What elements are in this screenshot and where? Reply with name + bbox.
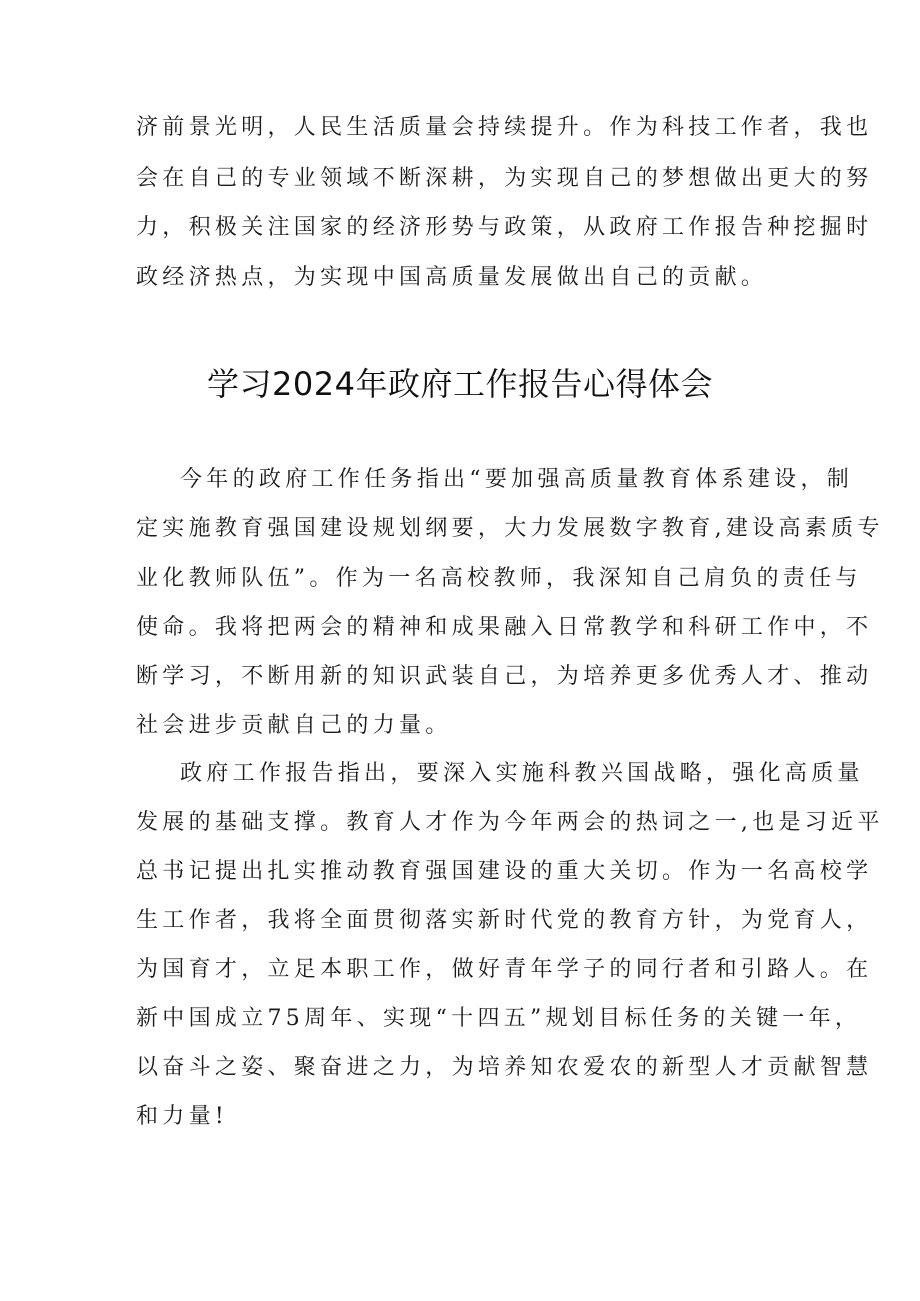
text-line: 业化教师队伍”。作为一名高校教师，我深知自己肩负的责任与 [136, 566, 862, 591]
text-line: 定实施教育强国建设规划纲要，大力发展数字教育,建设高素质专 [136, 516, 884, 541]
text-line: 发展的基础支撑。教育人才作为今年两会的热词之一,也是习近平 [136, 810, 884, 835]
text-line: 总书记提出扎实推动教育强国建设的重大关切。作为一名高校学 [136, 859, 873, 884]
text-line: 断学习，不断用新的知识武装自己，为培养更多优秀人才、推动 [136, 664, 873, 689]
text-line: 济前景光明，人民生活质量会持续提升。作为科技工作者，我也 [136, 115, 873, 140]
text-line: 为国育才，立足本职工作，做好青年学子的同行者和引路人。在 [136, 957, 873, 982]
text-line: 今年的政府工作任务指出“要加强高质量教育体系建设，制 [180, 467, 854, 492]
text-line: 新中国成立75周年、实现“十四五”规划目标任务的关键一年， [136, 1006, 862, 1031]
text-line: 以奋斗之姿、聚奋进之力，为培养知农爱农的新型人才贡献智慧 [136, 1055, 873, 1080]
text-line: 政府工作报告指出，要深入实施科教兴国战略，强化高质量 [180, 761, 864, 786]
text-line: 使命。我将把两会的精神和成果融入日常教学和科研工作中，不 [136, 615, 873, 640]
text-line: 力，积极关注国家的经济形势与政策，从政府工作报告种挖掘时 [136, 215, 873, 240]
text-line: 会在自己的专业领域不断深耕，为实现自己的梦想做出更大的努 [136, 166, 873, 191]
text-line: 生工作者，我将全面贯彻落实新时代党的教育方针，为党育人， [136, 908, 873, 933]
text-line: 政经济热点，为实现中国高质量发展做出自己的贡献。 [136, 265, 768, 290]
text-line: 社会进步贡献自己的力量。 [136, 713, 452, 738]
text-line: 和力量! [136, 1104, 229, 1129]
article-title: 学习2024年政府工作报告心得体会 [207, 365, 713, 403]
